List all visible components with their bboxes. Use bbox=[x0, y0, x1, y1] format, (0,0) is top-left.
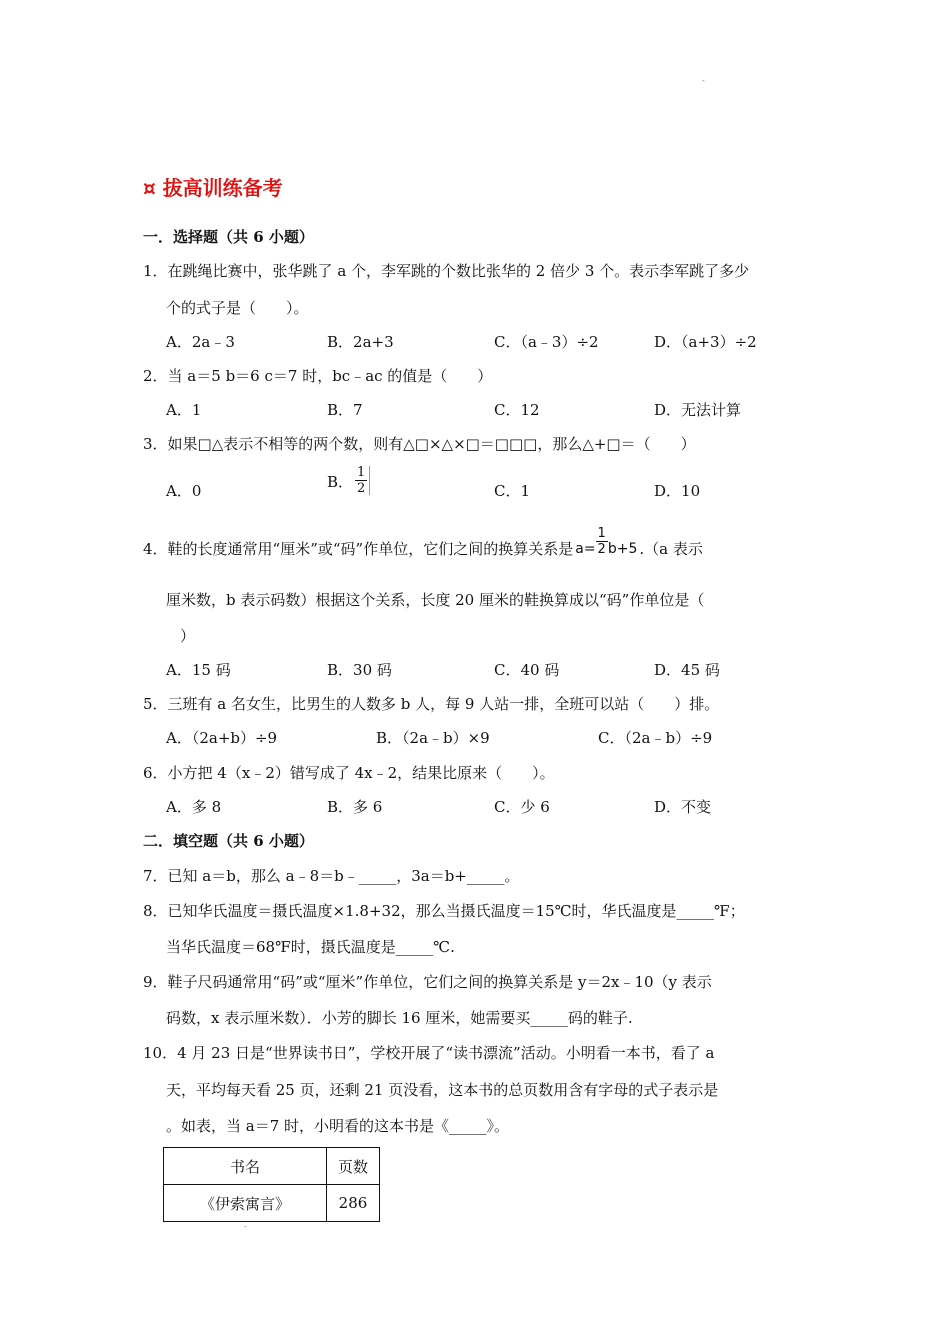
q6-option-b: B．多 6 bbox=[327, 798, 383, 816]
fraction-denominator: 2 bbox=[597, 542, 606, 557]
q4-stem-line1 bbox=[143, 524, 703, 559]
q6-option-a: A．多 8 bbox=[166, 798, 222, 816]
q5-option-a: A．（2a+b）÷9 bbox=[166, 729, 278, 747]
q10-stem-line1: 10．4 月 23 日是“世界读书日”，学校开展了“读书漂流”活动。小明看一本书，看了 a bbox=[143, 1044, 715, 1062]
q4-option-a: A．15 码 bbox=[166, 661, 231, 679]
table-header-row bbox=[164, 1148, 380, 1185]
q2-option-c: C．12 bbox=[494, 401, 540, 419]
q6-option-d: D．不变 bbox=[654, 798, 712, 816]
table-header-cell: 页数 bbox=[327, 1148, 380, 1185]
q9-stem-line2: 码数，x 表示厘米数）．小芳的脚长 16 厘米，她需要买_____码的鞋子. bbox=[166, 1009, 633, 1027]
q4-formula bbox=[575, 527, 637, 557]
fraction-numerator: 1 bbox=[357, 465, 366, 480]
q3-option-b bbox=[327, 466, 370, 495]
q1-option-a: A．2a﹣3 bbox=[166, 333, 235, 351]
q1-option-d: D．（a+3）÷2 bbox=[654, 333, 757, 351]
q6-stem: 6．小方把 4（x﹣2）错写成了 4x﹣2，结果比原来（ ）。 bbox=[143, 764, 555, 782]
q10-stem-line3: 。如表，当 a＝7 时，小明看的这本书是《_____》。 bbox=[166, 1117, 510, 1135]
q3-option-c: C．1 bbox=[494, 482, 531, 500]
q4-stem-line3: ） bbox=[180, 627, 196, 645]
q8-stem-line2: 当华氏温度＝68℉时，摄氏温度是_____℃. bbox=[166, 938, 455, 956]
q3-option-b-fraction bbox=[355, 466, 370, 495]
q8-stem-line1: 8．已知华氏温度＝摄氏温度×1.8+32，那么当摄氏温度＝15℃时，华氏温度是_____℉； bbox=[143, 902, 745, 920]
fraction-denominator: 2 bbox=[357, 481, 366, 496]
q4-option-d: D．45 码 bbox=[654, 661, 720, 679]
q1-stem-line1: 1．在跳绳比赛中，张华跳了 a 个，李军跳的个数比张华的 2 倍少 3 个。表示李军跳了多少 bbox=[143, 262, 750, 280]
q7-stem: 7．已知 a＝b，那么 a﹣8＝b﹣_____，3a＝b+_____。 bbox=[143, 867, 520, 885]
q4-formula-lhs: a= bbox=[575, 540, 596, 557]
table-row bbox=[164, 1185, 380, 1222]
q2-option-a: A．1 bbox=[166, 401, 202, 419]
q10-stem-line2: 天，平均每天看 25 页，还剩 21 页没看，这本书的总页数用含有字母的式子表示是 bbox=[166, 1081, 719, 1099]
q2-stem: 2．当 a＝5 b＝6 c＝7 时，bc﹣ac 的值是（ ） bbox=[143, 367, 493, 385]
q4-formula-rhs: b+5 bbox=[607, 540, 638, 557]
q6-option-c: C．少 6 bbox=[494, 798, 550, 816]
table-cell: 《伊索寓言》 bbox=[164, 1185, 327, 1222]
q4-stem-text-a: 4．鞋的长度通常用“厘米”或“码”作单位，它们之间的换算关系是 bbox=[143, 540, 574, 558]
q2-option-b: B．7 bbox=[327, 401, 363, 419]
q3-option-a: A．0 bbox=[166, 482, 202, 500]
section-choice-heading: 一．选择题（共 6 小题） bbox=[143, 228, 314, 246]
q4-stem-text-b: .（a 表示 bbox=[639, 540, 703, 558]
q2-option-d: D．无法计算 bbox=[654, 401, 742, 419]
q4-stem-line2: 厘米数，b 表示码数）根据这个关系，长度 20 厘米的鞋换算成以“码”作单位是（ bbox=[166, 591, 705, 609]
q1-stem-line2: 个的式子是（ ）。 bbox=[166, 299, 309, 317]
header-mark: - bbox=[702, 76, 705, 85]
q1-option-c: C．（a﹣3）÷2 bbox=[494, 333, 599, 351]
table-cell: 286 bbox=[327, 1185, 380, 1222]
q1-option-b: B．2a+3 bbox=[327, 333, 394, 351]
q4-option-c: C．40 码 bbox=[494, 661, 560, 679]
q5-option-b: B．（2a﹣b）×9 bbox=[376, 729, 490, 747]
q5-stem: 5．三班有 a 名女生，比男生的人数多 b 人，每 9 人站一排，全班可以站（ ）排。 bbox=[143, 695, 720, 713]
table-header-cell: 书名 bbox=[164, 1148, 327, 1185]
q3-option-b-label: B． bbox=[327, 473, 354, 491]
book-table bbox=[163, 1147, 380, 1222]
q5-option-c: C．（2a﹣b）÷9 bbox=[598, 729, 713, 747]
q3-option-d: D．10 bbox=[654, 482, 701, 500]
section-fill-heading: 二．填空题（共 6 小题） bbox=[143, 832, 314, 850]
q4-option-b: B．30 码 bbox=[327, 661, 392, 679]
q3-stem: 3．如果□△表示不相等的两个数，则有△□×△×□＝□□□，那么△+□＝（ ） bbox=[143, 435, 696, 453]
fraction-numerator: 1 bbox=[597, 526, 606, 541]
page-title: ¤ 拔高训练备考 bbox=[143, 176, 283, 200]
q9-stem-line1: 9．鞋子尺码通常用“码”或“厘米”作单位，它们之间的换算关系是 y＝2x﹣10（y 表示 bbox=[143, 973, 712, 991]
q4-formula-fraction bbox=[596, 527, 608, 556]
footer-mark: - bbox=[244, 1222, 247, 1231]
